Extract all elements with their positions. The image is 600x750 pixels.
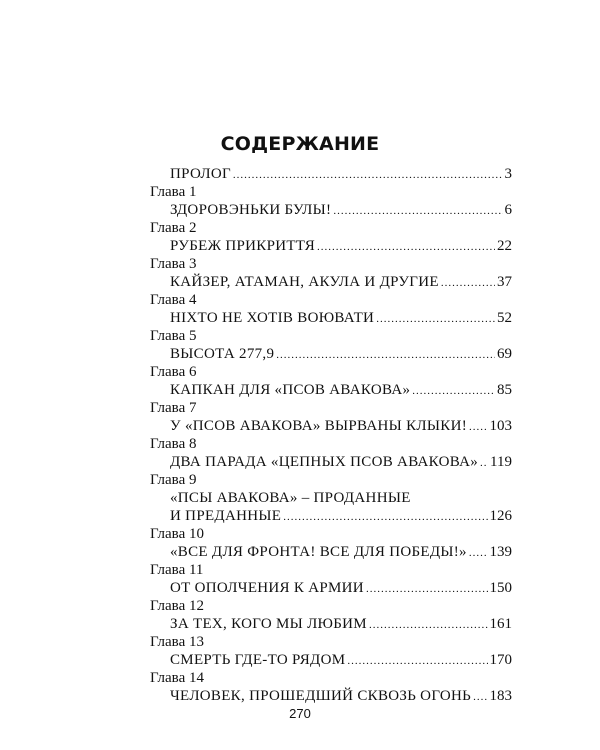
toc-entry: [150, 382, 512, 400]
dot-leader: [233, 167, 503, 184]
page-title: СОДЕРЖАНИЕ: [220, 133, 380, 155]
toc-entry-title: КАПКАН ДЛЯ «ПСОВ АВАКОВА»: [170, 382, 411, 398]
toc-entry-page: 6: [504, 202, 512, 218]
chapter-label: Глава 4: [150, 292, 197, 308]
toc-entry-title: И ПРЕДАННЫЕ: [170, 508, 282, 524]
dot-leader: [369, 617, 488, 634]
toc-entry: [150, 544, 512, 562]
toc-entry-page: 69: [497, 346, 512, 362]
chapter-label: Глава 13: [150, 634, 204, 650]
dot-leader: [441, 275, 495, 292]
toc-entry-page: 183: [489, 688, 512, 704]
dot-leader: [366, 581, 488, 598]
toc-entry-title: ЗДОРОВЭНЬКИ БУЛЫ!: [170, 202, 332, 218]
toc-entry-title: ОТ ОПОЛЧЕНИЯ К АРМИИ: [170, 580, 364, 596]
toc-entry-title: ДВА ПАРАДА «ЦЕПНЫХ ПСОВ АВАКОВА»: [170, 454, 479, 470]
toc-entry-page: 37: [497, 274, 512, 290]
toc-entry-title: ВЫСОТА 277,9: [170, 346, 275, 362]
chapter-label: Глава 10: [150, 526, 204, 542]
dot-leader: [347, 653, 487, 670]
chapter-label: Глава 6: [150, 364, 197, 380]
toc-entry: [150, 346, 512, 364]
dot-leader: [276, 347, 495, 364]
chapter-label: Глава 2: [150, 220, 197, 236]
dot-leader: [480, 455, 488, 472]
chapter-label: Глава 1: [150, 184, 197, 200]
toc-entry-page: 126: [489, 508, 512, 524]
toc-entry-page: 150: [489, 580, 512, 596]
chapter-label: Глава 11: [150, 562, 204, 578]
toc-entry-page: 103: [489, 418, 512, 434]
dot-leader: [473, 689, 487, 706]
dot-leader: [317, 239, 495, 256]
toc-entry-page: 170: [489, 652, 512, 668]
toc-entry-page: 3: [504, 166, 512, 182]
dot-leader: [376, 311, 495, 328]
toc-entry: [150, 508, 512, 526]
toc-entry-page: 52: [497, 310, 512, 326]
dot-leader: [283, 509, 487, 526]
toc-entry-title: РУБЕЖ ПРИКРИТТЯ: [170, 238, 316, 254]
toc-entry: [150, 238, 512, 256]
toc-entry-title-line: «ПСЫ АВАКОВА» – ПРОДАННЫЕ: [170, 490, 411, 506]
chapter-label: Глава 14: [150, 670, 204, 686]
chapter-label: Глава 5: [150, 328, 197, 344]
toc-entry-page: 119: [490, 454, 512, 470]
toc-entry-page: 139: [489, 544, 512, 560]
chapter-label: Глава 3: [150, 256, 197, 272]
table-of-contents: [150, 166, 512, 706]
toc-entry-title: ЧЕЛОВЕК, ПРОШЕДШИЙ СКВОЗЬ ОГОНЬ: [170, 688, 472, 704]
toc-entry: [150, 616, 512, 634]
chapter-label: Глава 12: [150, 598, 204, 614]
toc-entry-page: 85: [497, 382, 512, 398]
page-number: 270: [289, 706, 311, 721]
dot-leader: [469, 419, 487, 436]
toc-entry-title: НІХТО НЕ ХОТІВ ВОЮВАТИ: [170, 310, 375, 326]
toc-entry: [150, 580, 512, 598]
dot-leader: [412, 383, 495, 400]
toc-entry: [150, 454, 512, 472]
dot-leader: [333, 203, 502, 220]
toc-entry-title: «ВСЕ ДЛЯ ФРОНТА! ВСЕ ДЛЯ ПОБЕДЫ!»: [170, 544, 467, 560]
dot-leader: [469, 545, 488, 562]
toc-entry: [150, 652, 512, 670]
toc-entry-page: 161: [489, 616, 512, 632]
chapter-label: Глава 7: [150, 400, 197, 416]
toc-entry-prologue: [150, 166, 512, 184]
toc-entry-title: ПРОЛОГ: [170, 166, 231, 182]
toc-entry: [150, 310, 512, 328]
toc-entry-page: 22: [497, 238, 512, 254]
toc-entry-title: КАЙЗЕР, АТАМАН, АКУЛА И ДРУГИЕ: [170, 274, 439, 290]
chapter-label: Глава 8: [150, 436, 197, 452]
toc-entry: [150, 418, 512, 436]
toc-entry-title: СМЕРТЬ ГДЕ-ТО РЯДОМ: [170, 652, 346, 668]
toc-entry: [150, 274, 512, 292]
toc-entry-title: ЗА ТЕХ, КОГО МЫ ЛЮБИМ: [170, 616, 367, 632]
toc-entry: [150, 688, 512, 706]
toc-entry-title: У «ПСОВ АВАКОВА» ВЫРВАНЫ КЛЫКИ!: [170, 418, 468, 434]
toc-entry: [150, 202, 512, 220]
chapter-label: Глава 9: [150, 472, 197, 488]
